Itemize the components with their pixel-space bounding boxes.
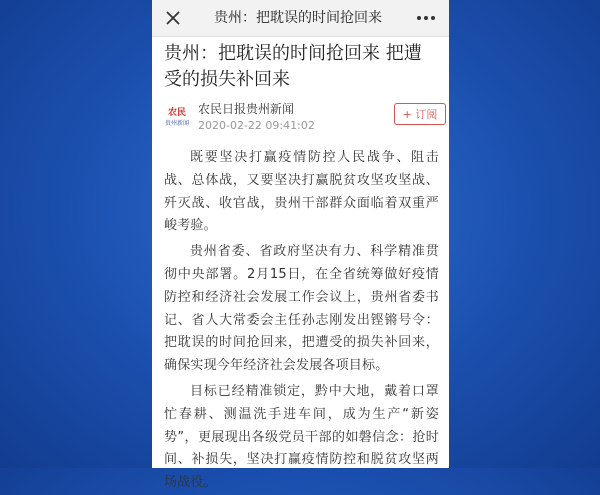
- top-bar: [152, 0, 449, 37]
- more-dots-icon[interactable]: [414, 10, 438, 26]
- publish-time: 2020-02-22 09:41:02: [198, 119, 315, 132]
- close-icon[interactable]: [164, 9, 182, 27]
- svg-text:农民: 农民: [167, 108, 187, 118]
- article-headline: 贵州：把耽误的时间抢回来 把遭受的损失补回来: [164, 43, 422, 90]
- subscribe-button[interactable]: + 订阅: [394, 103, 446, 125]
- article-paragraph: 目标已经精准锁定，黔中大地，戴着口罩忙春耕、测温洗手进车间，成为生产“新姿势”，更展现出各级党员干部的如磐信念：抢时间、补损失，坚决打赢疫情防控和脱贫攻坚两场战役。: [164, 383, 439, 491]
- source-row: [164, 101, 439, 137]
- svg-text:贵州新闻: 贵州新闻: [164, 120, 190, 127]
- article-content: [164, 37, 439, 495]
- source-name[interactable]: 农民日报贵州新闻: [198, 102, 295, 116]
- window-title: 贵州：把耽误的时间抢回来: [214, 10, 382, 26]
- article-paragraph: 贵州省委、省政府坚决有力、科学精准贯彻中央部署。2月15日，在全省统筹做好疫情防控和经济社会发展工作会议上，贵州省委书记、省人大常委会主任孙志刚发出铿锵号令：把耽误的时间抢回来，把遭受的损失补回来，确保实现今年经济社会发展各项目标。: [164, 244, 439, 374]
- article-paragraph: 既要坚决打赢疫情防控人民战争、阻击战、总体战，又要坚决打赢脱贫攻坚攻坚战、歼灭战、收官战，贵州干部群众面临着双重严峻考验。: [164, 150, 439, 234]
- article-view: [152, 0, 449, 491]
- source-logo[interactable]: [164, 103, 190, 129]
